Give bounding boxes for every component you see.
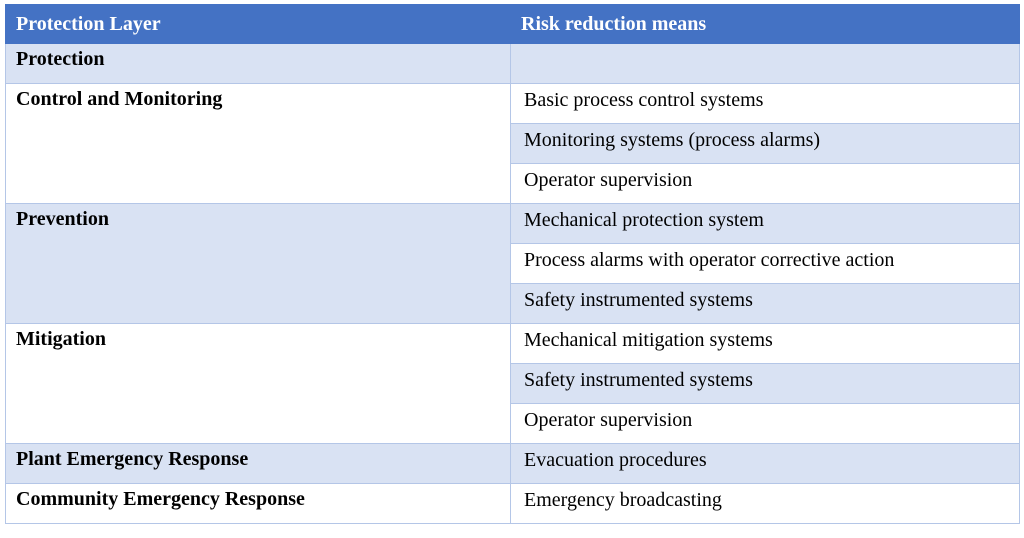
layer-control-and-monitoring: Control and Monitoring — [6, 84, 511, 204]
means-cell: Process alarms with operator corrective action — [511, 244, 1020, 284]
means-cell: Operator supervision — [511, 164, 1020, 204]
layer-prevention: Prevention — [6, 204, 511, 324]
table-row — [6, 44, 1020, 84]
means-cell: Safety instrumented systems — [511, 284, 1020, 324]
layer-mitigation: Mitigation — [6, 324, 511, 444]
means-cell: Safety instrumented systems — [511, 364, 1020, 404]
means-cell: Evacuation procedures — [511, 444, 1020, 484]
means-cell: Operator supervision — [511, 404, 1020, 444]
layer-plant-emergency-response: Plant Emergency Response — [6, 444, 511, 484]
table-row — [6, 324, 1020, 364]
means-protection — [511, 44, 1020, 84]
protection-layers-table — [5, 4, 1020, 524]
header-risk-reduction-means: Risk reduction means — [511, 5, 1020, 44]
layer-community-emergency-response: Community Emergency Response — [6, 484, 511, 524]
means-cell: Basic process control systems — [511, 84, 1020, 124]
means-cell: Mechanical mitigation systems — [511, 324, 1020, 364]
table-row — [6, 444, 1020, 484]
layer-protection: Protection — [6, 44, 511, 84]
means-cell: Mechanical protection system — [511, 204, 1020, 244]
table-row — [6, 204, 1020, 244]
table-row — [6, 484, 1020, 524]
header-row — [6, 5, 1020, 44]
means-cell: Emergency broadcasting — [511, 484, 1020, 524]
header-protection-layer: Protection Layer — [6, 5, 511, 44]
table-row — [6, 84, 1020, 124]
means-cell: Monitoring systems (process alarms) — [511, 124, 1020, 164]
